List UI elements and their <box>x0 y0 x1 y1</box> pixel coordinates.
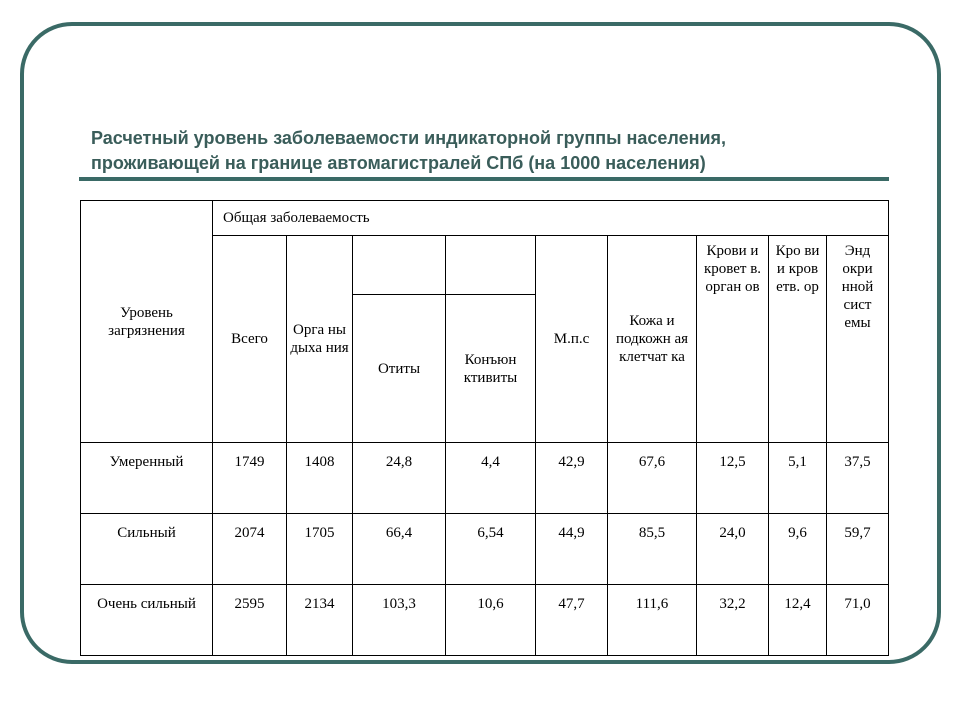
col-header-otitis: Отиты <box>353 295 446 443</box>
cell: 1705 <box>287 514 353 585</box>
row-level: Сильный <box>81 514 213 585</box>
cell: 71,0 <box>827 585 889 656</box>
cell: 44,9 <box>536 514 608 585</box>
col-header-respiratory: Орга ны дыха ния <box>287 236 353 443</box>
cell: 9,6 <box>769 514 827 585</box>
cell: 2134 <box>287 585 353 656</box>
cell: 6,54 <box>446 514 536 585</box>
table-row <box>81 514 889 585</box>
table-row <box>81 585 889 656</box>
cell: 1408 <box>287 443 353 514</box>
row-level: Умеренный <box>81 443 213 514</box>
row-level: Очень сильный <box>81 585 213 656</box>
col-header-total: Всего <box>213 236 287 443</box>
col-header-skin: Кожа и подкожн ая клетчат ка <box>608 236 697 443</box>
slide-title <box>91 126 891 176</box>
cell: 1749 <box>213 443 287 514</box>
title-underline <box>79 177 889 181</box>
title-line-2: проживающей на границе автомагистралей СПб (на 1000 населения) <box>91 153 706 173</box>
cell: 85,5 <box>608 514 697 585</box>
table-row <box>81 443 889 514</box>
cell: 12,4 <box>769 585 827 656</box>
col-header-blood-organs: Крови и кровет в. орган ов <box>697 236 769 443</box>
cell: 42,9 <box>536 443 608 514</box>
col-header-blank-2 <box>446 236 536 295</box>
cell: 24,0 <box>697 514 769 585</box>
cell: 5,1 <box>769 443 827 514</box>
col-header-urinary: М.п.с <box>536 236 608 443</box>
cell: 67,6 <box>608 443 697 514</box>
cell: 32,2 <box>697 585 769 656</box>
cell: 10,6 <box>446 585 536 656</box>
cell: 111,6 <box>608 585 697 656</box>
col-header-endocrine: Энд окри нной сист емы <box>827 236 889 443</box>
cell: 37,5 <box>827 443 889 514</box>
col-header-blank-1 <box>353 236 446 295</box>
general-morbidity-header: Общая заболеваемость <box>213 201 889 236</box>
cell: 47,7 <box>536 585 608 656</box>
col-header-conjunctivitis: Конъюн ктивиты <box>446 295 536 443</box>
cell: 66,4 <box>353 514 446 585</box>
cell: 103,3 <box>353 585 446 656</box>
morbidity-table <box>80 200 889 656</box>
level-header: Уровень загрязнения <box>81 201 213 443</box>
title-line-1: Расчетный уровень заболеваемости индикаторной группы населения, <box>91 128 727 148</box>
cell: 2595 <box>213 585 287 656</box>
cell: 24,8 <box>353 443 446 514</box>
col-header-blood: Кро ви и кров етв. ор <box>769 236 827 443</box>
cell: 4,4 <box>446 443 536 514</box>
cell: 2074 <box>213 514 287 585</box>
cell: 59,7 <box>827 514 889 585</box>
cell: 12,5 <box>697 443 769 514</box>
